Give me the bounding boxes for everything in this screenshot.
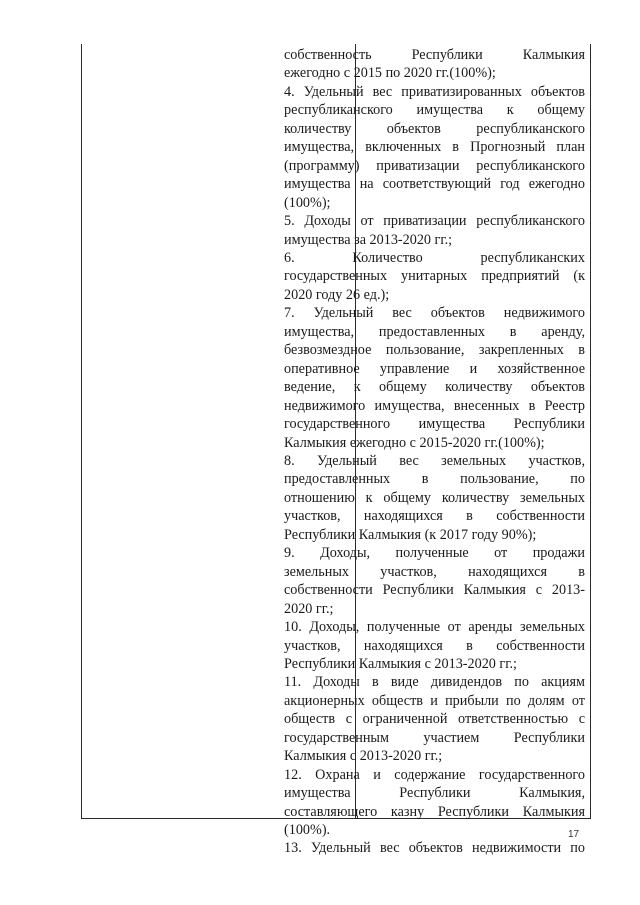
text-line: государственных унитарных предприятий (к xyxy=(284,268,585,285)
text-line: обществ с ограниченной ответственностью с xyxy=(284,711,585,728)
text-line: отношению к общему количеству земельных xyxy=(284,489,585,506)
text-line: 12. Охрана и содержание государственного xyxy=(284,766,585,783)
text-line: ведение, к общему количеству объектов xyxy=(284,379,585,396)
text-line: земельных участков, находящихся в xyxy=(284,563,585,580)
table-cell-text xyxy=(284,46,585,858)
text-line: собственность Республики Калмыкия xyxy=(284,47,585,63)
text-line: имущества, предоставленных в аренду, xyxy=(284,323,585,340)
text-line: имущества Республики Калмыкия, xyxy=(284,785,585,802)
text-line: участков, находящихся в собственности xyxy=(284,508,585,525)
text-line: (100%); xyxy=(284,194,331,211)
text-line: предоставленных в пользование, по xyxy=(284,471,585,488)
text-line: (программу) приватизации республиканского xyxy=(284,157,585,174)
text-line: 11. Доходы в виде дивидендов по акциям xyxy=(284,674,585,691)
text-line: 2020 году 26 ед.); xyxy=(284,286,390,303)
text-line: республиканского имущества к общему xyxy=(284,102,585,119)
text-line: 9. Доходы, полученные от продажи xyxy=(284,545,585,562)
text-line: имущества на соответствующий год ежегодно xyxy=(284,176,585,193)
text-line: имущества за 2013-2020 гг.; xyxy=(284,231,453,248)
page-number: 17 xyxy=(568,829,580,840)
text-line: 7. Удельный вес объектов недвижимого xyxy=(284,305,585,322)
text-line: Республики Калмыкия (к 2017 году 90%); xyxy=(284,526,537,543)
text-line: 6. Количество республиканских xyxy=(284,249,585,266)
text-line: государственным участием Республики xyxy=(284,729,585,746)
text-line: количеству объектов республиканского xyxy=(284,120,585,137)
text-line: (100%). xyxy=(284,822,331,839)
text-line: собственности Республики Калмыкия с 2013- xyxy=(284,582,585,599)
text-line: 13. Удельный вес объектов недвижимости по xyxy=(284,840,585,857)
text-line: безвозмездное пользование, закрепленных в xyxy=(284,342,585,359)
text-line: 2020 гг.; xyxy=(284,600,334,617)
text-line: участков, находящихся в собственности xyxy=(284,637,585,654)
text-line: имущества, включенных в Прогнозный план xyxy=(284,139,585,156)
text-line: 8. Удельный вес земельных участков, xyxy=(284,452,585,469)
text-line: ежегодно с 2015 по 2020 гг.(100%); xyxy=(284,65,496,82)
text-line: государственного имущества Республики xyxy=(284,416,585,433)
text-line: недвижимого имущества, внесенных в Реестр xyxy=(284,397,585,414)
text-line: оперативное управление и хозяйственное xyxy=(284,360,585,377)
text-line: 4. Удельный вес приватизированных объектов xyxy=(284,83,585,100)
text-line: Калмыкия ежегодно с 2015-2020 гг.(100%); xyxy=(284,434,545,451)
text-line: акционерных обществ и прибыли по долям от xyxy=(284,692,585,709)
text-line: Республики Калмыкия с 2013-2020 гг.; xyxy=(284,655,517,672)
text-line: составляющего казну Республики Калмыкия xyxy=(284,803,585,820)
text-line: 5. Доходы от приватизации республиканского xyxy=(284,213,585,230)
text-line: 10. Доходы, полученные от аренды земельных xyxy=(284,619,585,636)
text-line: Калмыкия с 2013-2020 гг.; xyxy=(284,748,443,765)
